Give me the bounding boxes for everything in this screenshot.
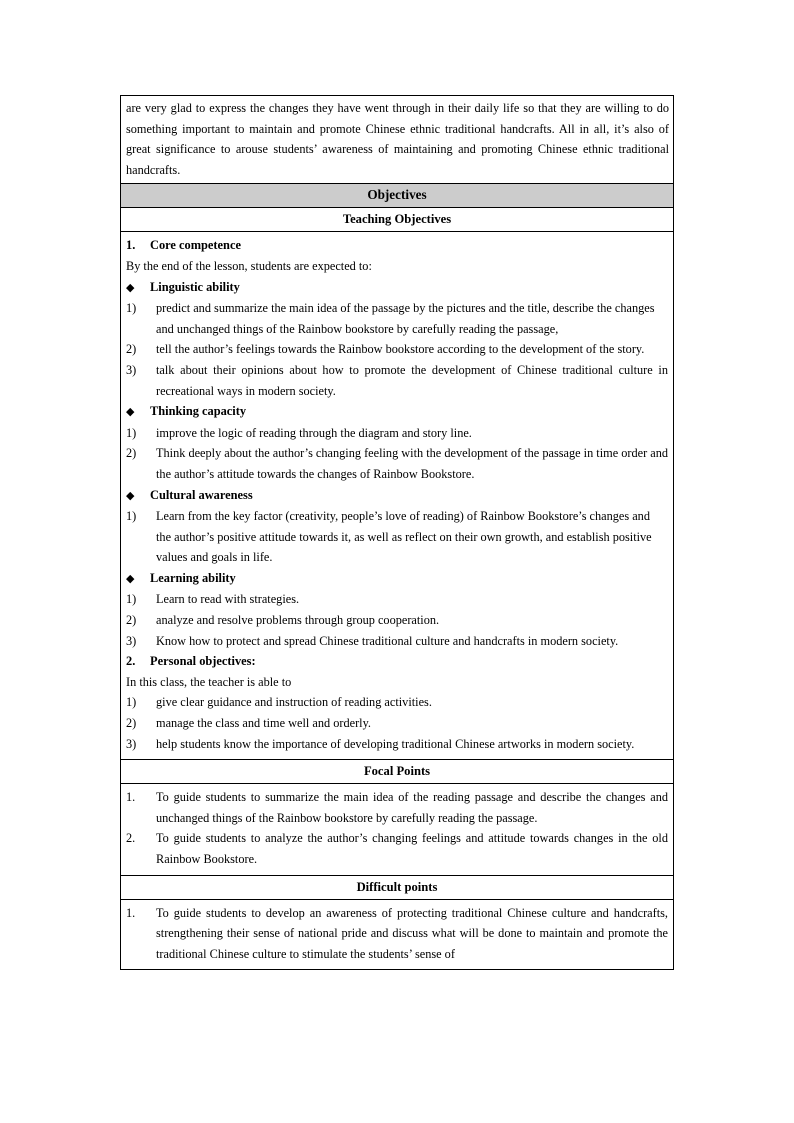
heading-core-competence	[126, 235, 668, 256]
list-item	[126, 423, 668, 444]
list-text: Learn from the key factor (creativity, people’s love of reading) of Rainbow Bookstore’s changes and the author’s positive attitude towards it, as well as reflect on their own growth, and establish positive values and goals in life.	[156, 509, 652, 565]
diamond-bullet-icon: ◆	[126, 572, 135, 585]
list-item	[126, 339, 668, 360]
section-header-teaching-objectives: Teaching Objectives	[121, 208, 673, 231]
heading-thinking-capacity	[126, 401, 668, 423]
learning-ability-title: Learning ability	[150, 570, 236, 585]
section-header-difficult-points: Difficult points	[121, 876, 673, 899]
list-marker: 1)	[126, 695, 137, 710]
table-row-difficult-points-header	[121, 875, 674, 899]
list-marker: 3)	[126, 362, 137, 377]
list-marker: 1.	[126, 905, 136, 920]
list-item	[126, 692, 668, 713]
heading-personal-objectives	[126, 651, 668, 672]
list-marker: 2)	[126, 342, 137, 357]
list-item	[126, 713, 668, 734]
list-item	[126, 360, 668, 401]
table-row-objectives-header	[121, 184, 674, 208]
list-item	[126, 506, 668, 568]
heading-linguistic-ability	[126, 277, 668, 299]
list-text: improve the logic of reading through the diagram and story line.	[156, 425, 472, 440]
list-marker: 2.	[126, 831, 136, 846]
list-text: To guide students to develop an awareness of protecting traditional Chinese culture and handcrafts, strengthening their sense of national pride and discuss what will be done to maintain and promote the traditional Chinese culture to stimulate the students’ sense of	[156, 905, 668, 961]
list-item	[126, 787, 668, 828]
thinking-capacity-title: Thinking capacity	[150, 404, 247, 419]
heading-learning-ability	[126, 568, 668, 590]
table-row-focal-points-body	[121, 784, 674, 875]
list-marker: 1)	[126, 592, 137, 607]
diamond-bullet-icon: ◆	[126, 406, 135, 419]
list-text: Think deeply about the author’s changing feeling with the development of the passage in time order and the author’s attitude towards the changes of Rainbow Bookstore.	[156, 446, 668, 481]
list-marker: 3)	[126, 633, 137, 648]
list-text: manage the class and time well and orderly.	[156, 716, 372, 731]
table-row-focal-points-header	[121, 760, 674, 784]
list-marker: 3)	[126, 736, 137, 751]
list-text: give clear guidance and instruction of reading activities.	[156, 695, 432, 710]
teaching-objectives-header-cell	[121, 208, 674, 232]
list-item	[126, 443, 668, 484]
list-marker: 1)	[126, 301, 137, 316]
difficult-points-header-cell	[121, 875, 674, 899]
list-text: To guide students to analyze the author’s changing feelings and attitude towards changes in the old Rainbow Bookstore.	[156, 831, 668, 866]
focal-points-header-cell	[121, 760, 674, 784]
section-header-objectives: Objectives	[121, 184, 673, 207]
lesson-plan-table	[120, 95, 674, 970]
document-page	[120, 95, 673, 970]
difficult-points-content	[121, 900, 673, 970]
list-marker: 1.	[126, 790, 136, 805]
intro-cell	[121, 96, 674, 184]
objectives-body-cell	[121, 232, 674, 760]
list-text: talk about their opinions about how to promote the development of Chinese traditional culture in recreational ways in modern society.	[156, 362, 668, 398]
diamond-bullet-icon: ◆	[126, 489, 135, 502]
list-text: To guide students to summarize the main idea of the reading passage and describe the changes and unchanged things of the Rainbow bookstore by carefully reading the passage.	[156, 790, 668, 825]
list-text: tell the author’s feelings towards the Rainbow bookstore according to the development of the story.	[156, 342, 645, 357]
list-item	[126, 734, 668, 755]
cultural-awareness-title: Cultural awareness	[150, 487, 253, 502]
section-header-focal-points: Focal Points	[121, 760, 673, 783]
list-text: analyze and resolve problems through group cooperation.	[156, 613, 440, 628]
list-item	[126, 610, 668, 631]
difficult-points-body-cell	[121, 899, 674, 970]
list-marker: 2)	[126, 613, 137, 628]
list-marker: 1)	[126, 425, 137, 440]
core-competence-number: 1.	[126, 238, 136, 253]
table-row-teaching-objectives-header	[121, 208, 674, 232]
intro-paragraph: are very glad to express the changes they have went through in their daily life so that they are willing to do something important to maintain and promote Chinese ethnic traditional handcrafts. All in all, it’s also of great significance to arouse students’ awareness of maintaining and promoting Chinese ethnic traditional handcrafts.	[126, 101, 669, 177]
list-item	[126, 631, 668, 652]
personal-objectives-lead-in: In this class, the teacher is able to	[126, 674, 292, 689]
list-item	[126, 828, 668, 869]
heading-cultural-awareness	[126, 485, 668, 507]
list-marker: 1)	[126, 509, 137, 524]
list-text: predict and summarize the main idea of the passage by the pictures and the title, describe the changes and unchanged things of the Rainbow bookstore by carefully reading the passage,	[156, 301, 655, 336]
list-text: Know how to protect and spread Chinese traditional culture and handcrafts in modern society.	[156, 633, 619, 648]
table-row-intro	[121, 96, 674, 184]
core-competence-lead-in: By the end of the lesson, students are expected to:	[126, 258, 372, 273]
diamond-bullet-icon: ◆	[126, 281, 135, 294]
core-competence-title: Core competence	[150, 238, 241, 253]
personal-objectives-number: 2.	[126, 654, 136, 669]
list-text: Learn to read with strategies.	[156, 592, 300, 607]
table-row-objectives-body	[121, 232, 674, 760]
list-text: help students know the importance of developing traditional Chinese artworks in modern society.	[156, 736, 635, 751]
focal-points-content	[121, 784, 673, 874]
table-row-difficult-points-body	[121, 899, 674, 970]
focal-points-body-cell	[121, 784, 674, 875]
personal-objectives-title: Personal objectives:	[150, 654, 256, 669]
objectives-content	[121, 232, 673, 759]
list-marker: 2)	[126, 716, 137, 731]
list-item	[126, 903, 668, 965]
linguistic-ability-title: Linguistic ability	[150, 279, 240, 294]
list-item	[126, 589, 668, 610]
objectives-header-cell	[121, 184, 674, 208]
list-item	[126, 298, 668, 339]
list-marker: 2)	[126, 446, 137, 461]
